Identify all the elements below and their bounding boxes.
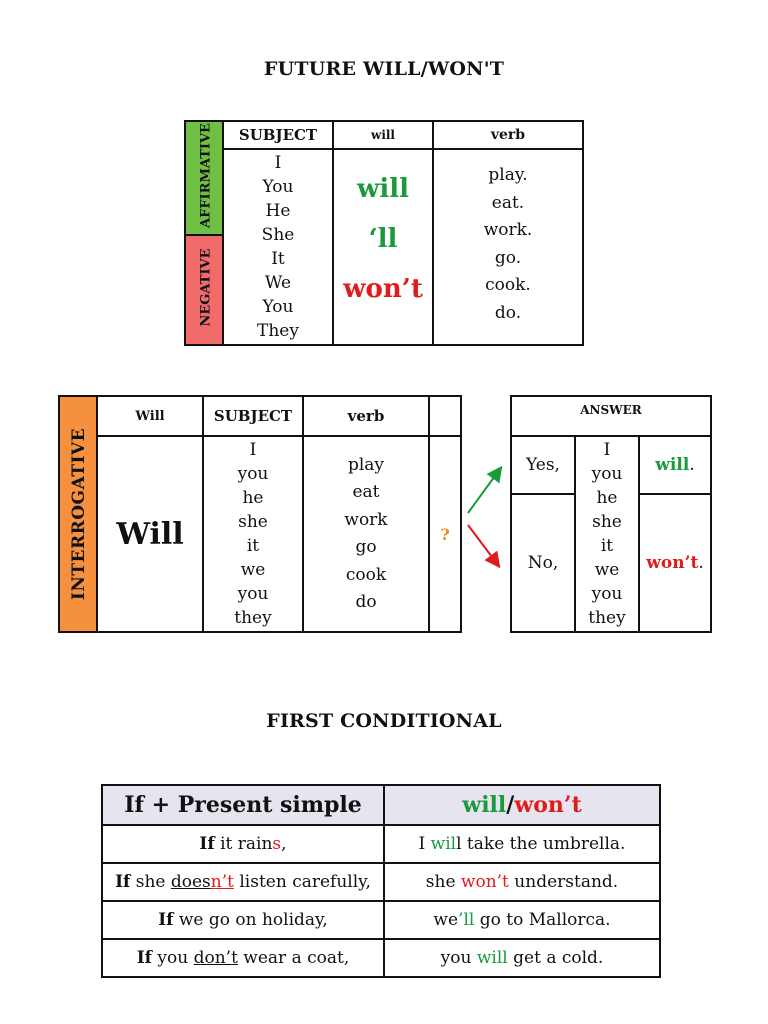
arrows [462, 455, 510, 585]
verbs-cell [303, 436, 429, 632]
verb: eat. [491, 192, 525, 213]
verb: go. [494, 247, 522, 268]
negative-label-box [184, 236, 224, 346]
result-clause: she won’t understand. [384, 863, 660, 901]
answer-yes: Yes, [511, 436, 575, 494]
result-clause: you will get a cold. [384, 939, 660, 977]
interrogative-table [58, 395, 462, 633]
will-form: ‘ll [368, 224, 398, 254]
will-form: won’t [343, 274, 423, 304]
will-form: will [356, 174, 409, 204]
result-clause: I will take the umbrella. [384, 825, 660, 863]
subject: I [249, 440, 257, 460]
subject: They [257, 321, 299, 341]
header-subject: SUBJECT [223, 121, 333, 149]
answer-no: No, [511, 494, 575, 632]
subject: she [592, 512, 622, 532]
subjects-cell [223, 149, 333, 345]
verb: do [355, 592, 377, 612]
subject: I [274, 153, 282, 173]
verb: play [347, 454, 385, 475]
answer-header: ANSWER [511, 396, 711, 436]
subject: he [242, 488, 264, 508]
subject: you [237, 464, 269, 484]
subject: they [588, 608, 626, 628]
subject: he [596, 488, 618, 508]
subjects-cell [203, 436, 303, 632]
interrogative-label-box [58, 395, 98, 633]
subject: She [261, 225, 295, 245]
verb: go [355, 537, 377, 557]
answer-wont [639, 494, 711, 632]
header-will: Will [97, 396, 203, 436]
header-subject: SUBJECT [203, 396, 303, 436]
will-word: will [655, 455, 690, 475]
question-mark: ? [429, 436, 461, 632]
arrow-down-icon [468, 525, 498, 565]
subject: You [262, 297, 294, 317]
header-if-present: If + Present simple [102, 785, 384, 825]
header-will-wont [384, 785, 660, 825]
verb: work [344, 509, 388, 530]
negative-label: NEGATIVE [198, 248, 214, 327]
future-table [184, 120, 584, 346]
will-word: will [462, 792, 507, 818]
wont-word: won’t [646, 553, 699, 573]
subject: you [591, 584, 623, 604]
subject: you [237, 584, 269, 604]
subject: we [594, 560, 620, 580]
answer-subjects [575, 436, 639, 632]
verb: play. [488, 165, 528, 185]
header-verb: verb [433, 121, 583, 149]
header-empty [429, 396, 461, 436]
arrow-up-icon [468, 469, 500, 513]
subject: We [264, 273, 292, 293]
verb: cook. [485, 275, 531, 295]
subject: it [600, 536, 614, 556]
verb: cook [345, 564, 387, 585]
header-verb: verb [303, 396, 429, 436]
title-first-conditional: FIRST CONDITIONAL [266, 710, 502, 732]
affirmative-label: AFFIRMATIVE [198, 123, 214, 228]
subject: it [246, 536, 260, 556]
wont-word: won’t [514, 792, 582, 818]
slash: / [506, 792, 515, 818]
will-forms-cell [333, 149, 433, 345]
if-clause: If we go on holiday, [102, 901, 384, 939]
subject: you [591, 464, 623, 484]
if-clause: If she doesn’t listen carefully, [102, 863, 384, 901]
subject: It [271, 249, 285, 269]
if-clause: If you don’t wear a coat, [102, 939, 384, 977]
header-will: will [333, 121, 433, 149]
if-clause: If it rains, [102, 825, 384, 863]
verb: do. [494, 302, 522, 323]
affirmative-label-box [184, 120, 224, 236]
will-big: Will [97, 436, 203, 632]
subject: You [262, 177, 294, 197]
title-future: FUTURE WILL/WON'T [263, 58, 505, 80]
answer-will [639, 436, 711, 494]
subject: I [603, 440, 611, 460]
period: . [698, 553, 704, 573]
verb: eat [352, 482, 380, 502]
verbs-cell [433, 149, 583, 345]
result-clause: we’ll go to Mallorca. [384, 901, 660, 939]
subject: we [240, 560, 266, 580]
period: . [689, 455, 695, 475]
subject: she [238, 512, 268, 532]
subject: they [234, 608, 272, 628]
subject: He [265, 201, 291, 221]
verb: work. [483, 220, 533, 240]
answer-table [510, 395, 712, 633]
conditional-table [101, 784, 661, 978]
interrogative-label: INTERROGATIVE [69, 427, 89, 601]
